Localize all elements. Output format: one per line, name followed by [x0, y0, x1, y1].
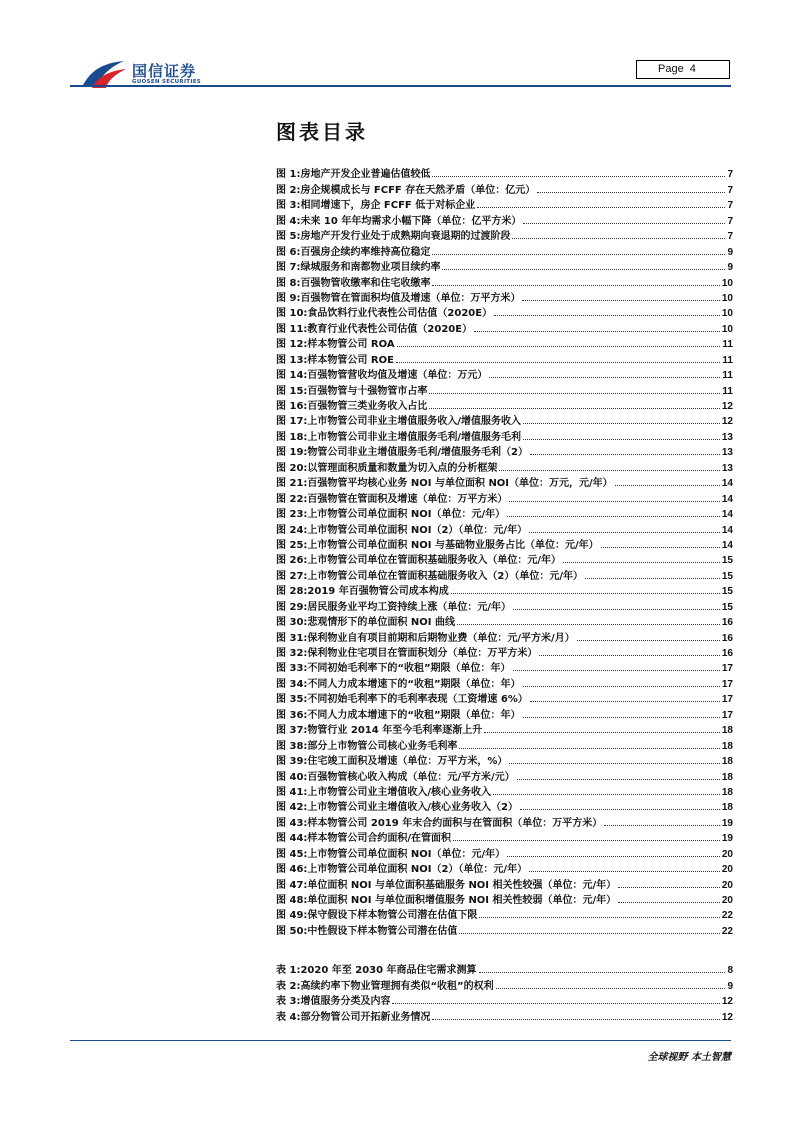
dot-leader	[477, 207, 725, 208]
entry-label: 图 18:	[276, 431, 308, 443]
footer-divider	[70, 1040, 731, 1041]
figure-toc-entry[interactable]	[276, 921, 733, 936]
figure-toc-entry[interactable]	[276, 536, 733, 551]
figure-toc-entry[interactable]	[276, 659, 733, 674]
table-toc-entry[interactable]	[276, 1007, 733, 1022]
entry-title: 不同人力成本增速下的“收租”期限（单位：年）	[307, 678, 521, 690]
logo-chinese-name: 国信证券	[132, 62, 197, 80]
entry-label: 图 42:	[276, 802, 308, 814]
entry-label: 表 4:	[276, 1011, 301, 1023]
entry-label: 图 49:	[276, 910, 308, 922]
entry-page-number: 15	[721, 586, 733, 598]
entry-title: 样本物管公司 ROA	[307, 339, 395, 351]
dot-leader	[523, 223, 725, 224]
entry-title: 上市物管公司业主增值收入/核心业务收入（2）	[307, 802, 519, 814]
entry-title: 增值服务分类及内容	[300, 996, 391, 1008]
dot-leader	[523, 423, 720, 424]
entry-page-number: 9	[727, 262, 733, 274]
entry-page-number: 9	[727, 980, 733, 992]
dot-leader	[539, 655, 719, 656]
figure-toc-entry[interactable]	[276, 844, 733, 859]
entry-page-number: 19	[721, 817, 733, 829]
dot-leader	[601, 547, 720, 548]
dot-leader	[513, 670, 720, 671]
dot-leader	[494, 315, 720, 316]
figure-toc-entry[interactable]	[276, 335, 733, 350]
entry-page-number: 11	[722, 370, 733, 382]
dot-leader	[530, 454, 720, 455]
entry-title: 百强物管营收均值及增速（单位：万元）	[307, 370, 488, 382]
entry-title: 上市物管公司单位面积 NOI（单位：元/年）	[307, 848, 506, 860]
entry-page-number: 18	[721, 725, 733, 737]
entry-title: 房地产开发企业普遍估值较低	[300, 169, 431, 181]
entry-label: 图 46:	[276, 864, 308, 876]
dot-leader	[523, 717, 720, 718]
entry-label: 图 29:	[276, 601, 308, 613]
entry-label: 图 10:	[276, 308, 308, 320]
entry-title: 不同初始毛利率下的“收租”期限（单位：年）	[307, 663, 511, 675]
dot-leader	[615, 485, 720, 486]
figure-toc-entry[interactable]	[276, 180, 733, 195]
entry-title: 百强物管三类业务收入占比	[307, 401, 428, 412]
entry-label: 图 36:	[276, 709, 308, 721]
entry-title: 百强物管在管面积及增速（单位：万平方米）	[307, 493, 508, 505]
entry-page-number: 15	[721, 555, 733, 567]
figure-toc-entry[interactable]	[276, 304, 733, 319]
dot-leader	[507, 516, 720, 517]
entry-page-number: 11	[722, 385, 733, 397]
entry-label: 图 35:	[276, 694, 308, 706]
entry-title: 上市物管公司单位面积 NOI（2）（单位：元/年）	[307, 524, 528, 536]
figure-toc-entry[interactable]	[276, 597, 733, 612]
figure-toc-entry[interactable]	[276, 813, 733, 828]
entry-label: 图 27:	[276, 570, 308, 582]
entry-title: 样本物管公司 ROE	[307, 354, 394, 366]
entry-title: 百强物管在管面积均值及增速（单位：万平方米）	[300, 292, 521, 304]
header-divider	[70, 85, 731, 87]
entry-page-number: 15	[721, 601, 733, 613]
dot-leader	[618, 902, 720, 903]
table-toc-entry[interactable]	[276, 976, 733, 991]
entry-page-number: 10	[721, 323, 733, 335]
entry-page-number: 14	[721, 478, 733, 490]
dot-leader	[453, 840, 720, 841]
dot-leader	[432, 176, 725, 177]
entry-label: 图 45:	[276, 848, 308, 860]
entry-page-number: 10	[721, 277, 733, 289]
entry-label: 图 9:	[276, 292, 301, 304]
entry-page-number: 12	[721, 401, 733, 412]
entry-label: 图 1:	[276, 169, 301, 181]
entry-page-number: 18	[721, 786, 733, 798]
entry-page-number: 18	[721, 740, 733, 752]
entry-label: 图 40:	[276, 771, 308, 783]
dot-leader	[507, 856, 720, 857]
entry-title: 部分物管公司开拓新业务情况	[300, 1011, 431, 1023]
entry-label: 图 38:	[276, 740, 308, 752]
entry-title: 教育行业代表性公司估值（2020E）	[307, 323, 473, 335]
entry-title: 上市物管公司单位面积 NOI（单位：元/年）	[307, 509, 506, 521]
entry-title: 保利物业住宅项目在管面积划分（单位：万平方米）	[307, 648, 538, 659]
figure-toc-entry[interactable]	[276, 289, 733, 304]
entry-title: 高续约率下物业管理拥有类似“收租”的权利	[300, 980, 494, 992]
entry-page-number: 22	[721, 910, 733, 922]
entry-page-number: 13	[721, 431, 733, 443]
entry-label: 图 30:	[276, 617, 308, 629]
entry-page-number: 18	[721, 756, 733, 768]
entry-page-number: 16	[721, 617, 733, 629]
entry-title: 以管理面积质量和数量为切入点的分析框架	[307, 462, 498, 474]
dot-leader	[474, 331, 720, 332]
entry-title: 物管公司非业主增值服务毛利/增值服务毛利（2）	[307, 447, 529, 459]
entry-title: 上市物管公司业主增值收入/核心业务收入	[307, 786, 492, 798]
entry-page-number: 20	[721, 895, 733, 906]
dot-leader	[509, 763, 719, 764]
figure-toc-entry[interactable]	[276, 906, 733, 921]
entry-page-number: 22	[721, 925, 733, 937]
figure-toc-entry[interactable]	[276, 427, 733, 442]
entry-label: 图 21:	[276, 478, 308, 490]
entry-page-number: 13	[721, 462, 733, 474]
entry-label: 图 31:	[276, 632, 308, 644]
entry-title: 百强物管核心收入构成（单位：元/平方米/元）	[307, 771, 515, 783]
dot-leader	[523, 439, 720, 440]
dot-leader	[457, 624, 720, 625]
entry-page-number: 20	[721, 879, 733, 891]
dot-leader	[496, 988, 726, 989]
figure-list	[276, 165, 733, 937]
figure-toc-entry[interactable]	[276, 644, 733, 659]
figure-toc-entry[interactable]	[276, 705, 733, 720]
dot-leader	[537, 192, 725, 193]
dot-leader	[442, 269, 725, 270]
dot-leader	[523, 686, 720, 687]
figure-toc-entry[interactable]	[276, 860, 733, 875]
figure-toc-entry[interactable]	[276, 211, 733, 226]
entry-title: 上市物管公司单位面积 NOI 与基础物业服务占比（单位：元/年）	[307, 539, 599, 551]
figure-toc-entry[interactable]	[276, 350, 733, 365]
entry-page-number: 14	[721, 539, 733, 551]
entry-title: 百强物管收缴率和住宅收缴率	[300, 277, 431, 289]
entry-title: 绿城服务和南都物业项目续约率	[300, 262, 441, 274]
entry-label: 图 20:	[276, 462, 308, 474]
dot-leader	[529, 532, 720, 533]
entry-label: 图 48:	[276, 895, 308, 906]
entry-label: 表 1:	[276, 965, 301, 977]
entry-title: 百强房企续约率维持高位稳定	[300, 246, 431, 258]
figure-toc-entry[interactable]	[276, 489, 733, 504]
entry-title: 部分上市物管公司核心业务毛利率	[307, 740, 458, 752]
dot-leader	[530, 701, 720, 702]
figure-toc-entry[interactable]	[276, 783, 733, 798]
figure-toc-entry[interactable]	[276, 505, 733, 520]
figure-toc-entry[interactable]	[276, 736, 733, 751]
page-number: 4	[689, 63, 696, 75]
dot-leader	[392, 1003, 719, 1004]
entry-title: 单位面积 NOI 与单位面积基础服务 NOI 相关性较强（单位：元/年）	[307, 879, 617, 891]
figure-toc-entry[interactable]	[276, 273, 733, 288]
dot-leader	[432, 1019, 719, 1020]
dot-leader	[529, 871, 720, 872]
figure-toc-entry[interactable]	[276, 165, 733, 180]
dot-leader	[432, 285, 719, 286]
dot-leader	[484, 732, 720, 733]
figure-toc-entry[interactable]	[276, 443, 733, 458]
figure-toc-entry[interactable]	[276, 690, 733, 705]
entry-label: 表 3:	[276, 996, 301, 1008]
toc-title: 图表目录	[276, 120, 368, 144]
entry-page-number: 17	[721, 678, 733, 690]
entry-page-number: 7	[727, 231, 733, 243]
dot-leader	[585, 578, 720, 579]
dot-leader	[517, 779, 720, 780]
figure-toc-entry[interactable]	[276, 474, 733, 489]
figure-toc-entry[interactable]	[276, 829, 733, 844]
entry-label: 表 2:	[276, 980, 301, 992]
entry-title: 相同增速下，房企 FCFF 低于对标企业	[300, 200, 476, 212]
entry-label: 图 17:	[276, 416, 308, 428]
figure-toc-entry[interactable]	[276, 258, 733, 273]
entry-page-number: 17	[721, 663, 733, 675]
dot-leader	[513, 609, 720, 610]
entry-title: 不同初始毛利率下的毛利率表现（工资增速 6%）	[307, 694, 528, 706]
entry-label: 图 23:	[276, 509, 308, 521]
dot-leader	[512, 238, 725, 239]
entry-label: 图 44:	[276, 833, 308, 845]
entry-page-number: 10	[721, 308, 733, 320]
entry-label: 图 3:	[276, 200, 301, 212]
entry-title: 中性假设下样本物管公司潜在估值	[307, 925, 458, 937]
figure-toc-entry[interactable]	[276, 242, 733, 257]
figure-toc-entry[interactable]	[276, 458, 733, 473]
entry-page-number: 17	[721, 709, 733, 721]
dot-leader	[459, 933, 719, 934]
entry-label: 图 33:	[276, 663, 308, 675]
entry-page-number: 14	[721, 493, 733, 505]
entry-label: 图 5:	[276, 231, 301, 243]
figure-toc-entry[interactable]	[276, 613, 733, 628]
entry-page-number: 13	[721, 447, 733, 459]
entry-title: 保守假设下样本物管公司潜在估值下限	[307, 910, 478, 922]
figure-toc-entry[interactable]	[276, 397, 733, 412]
dot-leader	[451, 593, 720, 594]
figure-toc-entry[interactable]	[276, 227, 733, 242]
figure-toc-entry[interactable]	[276, 721, 733, 736]
entry-label: 图 39:	[276, 756, 308, 768]
entry-page-number: 15	[721, 570, 733, 582]
entry-page-number: 20	[721, 848, 733, 860]
entry-label: 图 50:	[276, 925, 308, 937]
entry-page-number: 14	[721, 524, 733, 536]
entry-page-number: 12	[721, 996, 733, 1008]
table-toc-entry[interactable]	[276, 992, 733, 1007]
entry-title: 物管行业 2014 年至今毛利率逐渐上升	[307, 725, 483, 737]
entry-label: 图 43:	[276, 817, 308, 829]
entry-title: 房企规模成长与 FCFF 存在天然矛盾（单位：亿元）	[300, 184, 536, 196]
entry-page-number: 9	[727, 246, 733, 258]
entry-label: 图 8:	[276, 277, 301, 289]
figure-toc-entry[interactable]	[276, 752, 733, 767]
entry-title: 上市物管公司单位在管面积基础服务收入（2）（单位：元/年）	[307, 570, 584, 582]
dot-leader	[563, 562, 720, 563]
dot-leader	[396, 362, 721, 363]
entry-title: 食品饮料行业代表性公司估值（2020E）	[307, 308, 493, 320]
entry-title: 不同人力成本增速下的“收租”期限（单位：年）	[307, 709, 521, 721]
entry-title: 百强物管与十强物管市占率	[307, 385, 428, 397]
dot-leader	[489, 377, 720, 378]
footer-slogan: 全球视野 本土智慧	[647, 1052, 731, 1063]
dot-leader	[479, 917, 719, 918]
dot-leader	[479, 972, 726, 973]
entry-title: 样本物管公司合约面积/在管面积	[307, 833, 452, 845]
entry-label: 图 34:	[276, 678, 308, 690]
entry-title: 悲观情形下的单位面积 NOI 曲线	[307, 617, 455, 629]
entry-page-number: 16	[721, 648, 733, 659]
dot-leader	[499, 470, 719, 471]
entry-label: 图 24:	[276, 524, 308, 536]
figure-toc-entry[interactable]	[276, 674, 733, 689]
figure-toc-entry[interactable]	[276, 566, 733, 581]
entry-title: 2019 年百强物管公司成本构成	[307, 586, 449, 598]
entry-title: 保利物业自有项目前期和后期物业费（单位：元/平方米/月）	[307, 632, 575, 644]
figure-toc-entry[interactable]	[276, 628, 733, 643]
entry-title: 居民服务业平均工资持续上涨（单位：元/年）	[307, 601, 512, 613]
entry-title: 样本物管公司 2019 年末合约面积与在管面积（单位：万平方米）	[307, 817, 603, 829]
entry-label: 图 25:	[276, 539, 308, 551]
entry-label: 图 32:	[276, 648, 308, 659]
dot-leader	[522, 300, 719, 301]
dot-leader	[397, 346, 721, 347]
entry-title: 单位面积 NOI 与单位面积增值服务 NOI 相关性较弱（单位：元/年）	[307, 895, 617, 906]
entry-title: 未来 10 年年均需求小幅下降（单位：亿平方米）	[300, 215, 522, 227]
entry-title: 上市物管公司非业主增值服务毛利/增值服务毛利	[307, 431, 522, 443]
entry-label: 图 14:	[276, 370, 308, 382]
entry-page-number: 7	[727, 169, 733, 181]
page-indicator	[636, 60, 730, 79]
dot-leader	[618, 887, 720, 888]
figure-toc-entry[interactable]	[276, 582, 733, 597]
entry-label: 图 16:	[276, 401, 308, 412]
entry-label: 图 11:	[276, 323, 308, 335]
entry-page-number: 19	[721, 833, 733, 845]
entry-label: 图 15:	[276, 385, 308, 397]
entry-label: 图 7:	[276, 262, 301, 274]
figure-toc-entry[interactable]	[276, 319, 733, 334]
table-list	[276, 961, 733, 1023]
entry-label: 图 47:	[276, 879, 308, 891]
figure-toc-entry[interactable]	[276, 520, 733, 535]
entry-label: 图 4:	[276, 215, 301, 227]
figure-toc-entry[interactable]	[276, 366, 733, 381]
entry-title: 上市物管公司单位在管面积基础服务收入（单位：元/年）	[307, 555, 562, 567]
entry-page-number: 17	[721, 694, 733, 706]
entry-title: 上市物管公司非业主增值服务收入/增值服务收入	[307, 416, 522, 428]
entry-title: 2020 年至 2030 年商品住宅需求测算	[300, 965, 477, 977]
dot-leader	[459, 748, 719, 749]
figure-toc-entry[interactable]	[276, 767, 733, 782]
figure-toc-entry[interactable]	[276, 412, 733, 427]
figure-toc-entry[interactable]	[276, 196, 733, 211]
entry-label: 图 41:	[276, 786, 308, 798]
figure-toc-entry[interactable]	[276, 381, 733, 396]
entry-title: 房地产开发行业处于成熟期向衰退期的过渡阶段	[300, 231, 511, 243]
dot-leader	[429, 393, 720, 394]
entry-page-number: 14	[721, 509, 733, 521]
entry-label: 图 22:	[276, 493, 308, 505]
entry-page-number: 18	[721, 802, 733, 814]
entry-label: 图 13:	[276, 354, 308, 366]
dot-leader	[429, 408, 719, 409]
dot-leader	[604, 825, 720, 826]
entry-label: 图 6:	[276, 246, 301, 258]
dot-leader	[509, 501, 719, 502]
figure-toc-entry[interactable]	[276, 798, 733, 813]
entry-title: 住宅竣工面积及增速（单位：万平方米，%）	[307, 756, 508, 768]
entry-page-number: 16	[721, 632, 733, 644]
entry-page-number: 7	[727, 200, 733, 212]
dot-leader	[432, 254, 725, 255]
entry-label: 图 26:	[276, 555, 308, 567]
entry-page-number: 7	[727, 215, 733, 227]
page-label: Page	[658, 63, 684, 75]
entry-label: 图 2:	[276, 184, 301, 196]
entry-page-number: 10	[721, 292, 733, 304]
entry-page-number: 11	[722, 354, 733, 366]
entry-label: 图 28:	[276, 586, 308, 598]
entry-page-number: 12	[721, 1011, 733, 1023]
entry-page-number: 12	[721, 416, 733, 428]
figure-toc-entry[interactable]	[276, 875, 733, 890]
dot-leader	[493, 794, 720, 795]
entry-title: 上市物管公司单位面积 NOI（2）（单位：元/年）	[307, 864, 528, 876]
figure-toc-entry[interactable]	[276, 891, 733, 906]
figure-toc-entry[interactable]	[276, 551, 733, 566]
logo-english-name: GUOSEN SECURITIES	[132, 79, 202, 85]
entry-page-number: 7	[727, 184, 733, 196]
entry-page-number: 20	[721, 864, 733, 876]
entry-page-number: 8	[727, 965, 733, 977]
entry-page-number: 18	[721, 771, 733, 783]
entry-title: 百强物管平均核心业务 NOI 与单位面积 NOI（单位：万元，元/年）	[307, 478, 613, 490]
entry-label: 图 37:	[276, 725, 308, 737]
entry-page-number: 11	[722, 339, 733, 351]
entry-label: 图 19:	[276, 447, 308, 459]
entry-label: 图 12:	[276, 339, 308, 351]
table-toc-entry[interactable]	[276, 961, 733, 976]
dot-leader	[520, 809, 720, 810]
dot-leader	[577, 640, 720, 641]
